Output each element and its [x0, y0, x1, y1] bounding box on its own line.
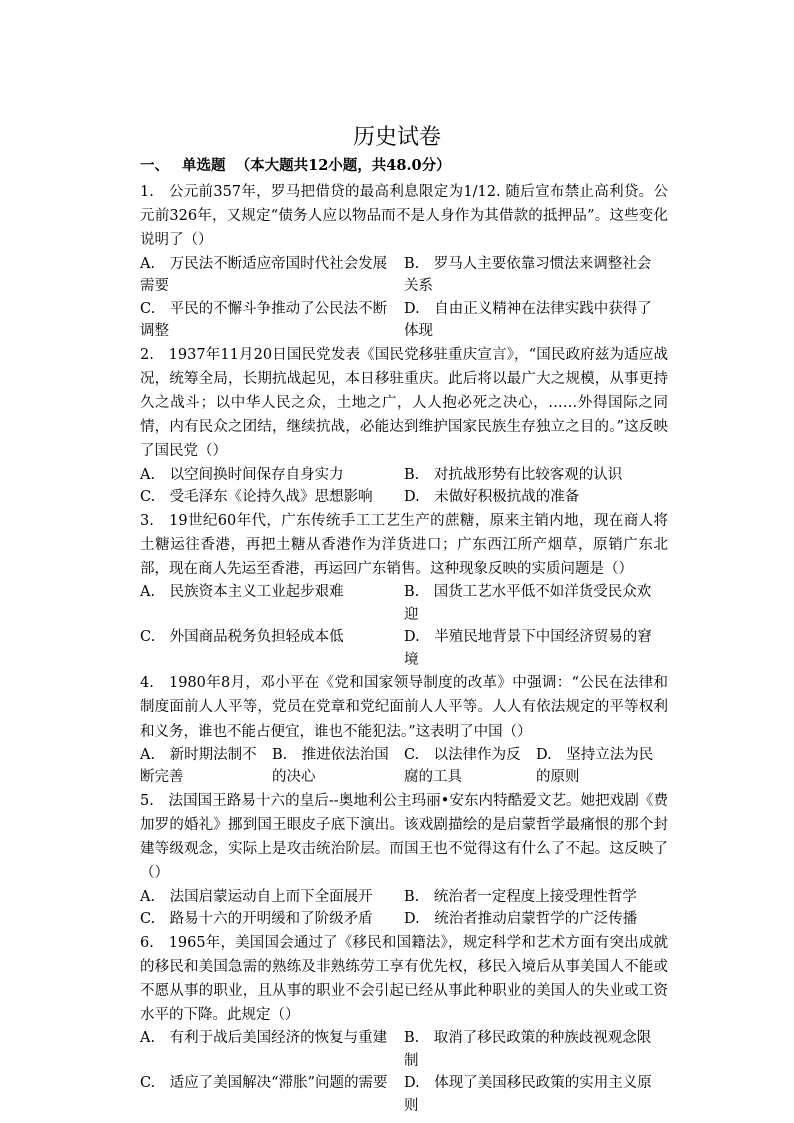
page-title: 历史试卷 [352, 125, 441, 150]
option-d[interactable]: D. 体现了美国移民政策的实用主义原则 [404, 1075, 652, 1114]
option-a[interactable]: A. 以空间换时间保存自身实力 [140, 466, 344, 483]
question-stem: 5. 法国国王路易十六的皇后--奥地利公主玛丽•安东内特酷爱文艺。她把戏剧《费加罗的婚礼》挪到国王眼皮子底下演出。该戏剧描绘的是启蒙哲学最痛恨的那个封建等级观念，实际上是攻击统治阶层。而国王也不觉得这有什么了不起。这反映了（） [140, 792, 668, 882]
question-1 [140, 180, 668, 343]
question-stem: 3. 19世纪60年代，广东传统手工工艺生产的蔗糖，原来主销内地，现在商人将土糖运往香港，再把土糖从香港作为洋货进口；广东西江所产烟草，原销广东北部，现在商人先运至香港，再运回广东销售。这种现象反映的实质问题是（） [140, 512, 668, 578]
option-row [140, 253, 668, 298]
section-heading [140, 156, 680, 176]
option-b[interactable]: B. 国货工艺水平低不如洋货受民众欢迎 [404, 584, 652, 623]
question-stem: 6. 1965年，美国国会通过了《移民和国籍法》，规定科学和艺术方面有突出成就的移民和美国急需的熟练及非熟练劳工享有优先权，移民入境后从事美国人不能或不愿从事的职业，且从事的职业不会引起已经从事此种职业的美国人的失业或工资水平的下降。此规定（） [140, 934, 668, 1024]
question-4 [140, 671, 668, 789]
section-number: 一、 [140, 157, 169, 174]
option-d[interactable]: D. 半殖民地背景下中国经济贸易的窘境 [404, 629, 652, 668]
option-c[interactable]: C. 适应了美国解决“滞胀”问题的需要 [140, 1075, 388, 1092]
option-c[interactable]: C. 路易十六的开明缓和了阶级矛盾 [140, 911, 373, 928]
option-row [140, 486, 668, 509]
option-b[interactable]: B. 对抗战形势有比较客观的认识 [404, 466, 623, 483]
option-a[interactable]: A. 法国启蒙运动自上而下全面展开 [140, 888, 373, 905]
option-row [140, 581, 668, 626]
option-row [140, 886, 668, 909]
option-row [140, 626, 668, 671]
question-6 [140, 931, 668, 1118]
question-stem: 4. 1980年8月，邓小平在《党和国家领导制度的改革》中强调：“公民在法律和制度面前人人平等，党员在党章和党纪面前人人平等。人人有依法规定的平等权利和义务，谁也不能占便宜，谁也不能犯法。”这表明了中国（） [140, 675, 668, 740]
question-2 [140, 343, 668, 509]
question-3 [140, 509, 668, 672]
option-d[interactable]: D. 自由正义精神在法律实践中获得了体现 [404, 300, 652, 340]
option-row [140, 464, 668, 487]
question-list [140, 180, 668, 1117]
option-b[interactable]: B. 推进依法治国的决心 [272, 746, 389, 786]
option-d[interactable]: D. 坚持立法为民的原则 [536, 746, 654, 786]
option-a[interactable]: A. 民族资本主义工业起步艰难 [140, 584, 344, 601]
question-5 [140, 789, 668, 931]
option-c[interactable]: C. 外国商品税务负担轻成本低 [140, 629, 344, 646]
question-stem: 1. 公元前357年，罗马把借贷的最高利息限定为1/12. 随后宣布禁止高利贷。公元前326年，又规定“债务人应以物品而不是人身作为其借款的抵押品”。这些变化说明了（） [140, 184, 668, 249]
option-row [140, 744, 668, 789]
option-d[interactable]: D. 未做好积极抗战的准备 [404, 489, 580, 506]
option-b[interactable]: B. 取消了移民政策的种族歧视观念限制 [404, 1030, 652, 1069]
option-b[interactable]: B. 统治者一定程度上接受理性哲学 [404, 888, 637, 905]
section-label: 单选题 [182, 157, 226, 174]
option-c[interactable]: C. 以法律作为反腐的工具 [404, 746, 521, 786]
option-row [140, 1072, 668, 1117]
option-row [140, 908, 668, 931]
option-c[interactable]: C. 受毛泽东《论持久战》思想影响 [140, 489, 373, 506]
option-row [140, 1027, 668, 1072]
option-d[interactable]: D. 统治者推动启蒙哲学的广泛传播 [404, 911, 638, 928]
section-note: （本大题共12小题，共48.0分） [235, 157, 451, 174]
option-row [140, 298, 668, 343]
option-c[interactable]: C. 平民的不懈斗争推动了公民法不断调整 [140, 300, 388, 340]
question-stem: 2. 1937年11月20日国民党发表《国民党移驻重庆宣言》，“国民政府兹为适应战况，统筹全局，长期抗战起见，本日移驻重庆。此后将以最广大之规模，从事更持久之战斗；以中华人民之众，土地之广，人人抱必死之决心，……外得国际之同情，内有民众之团结，继续抗战，必能达到维护国家民族生存独立之目的。”这反映了国民党（） [140, 346, 668, 460]
option-a[interactable]: A. 有利于战后美国经济的恢复与重建 [140, 1030, 388, 1047]
option-b[interactable]: B. 罗马人主要依靠习惯法来调整社会关系 [404, 255, 652, 295]
option-a[interactable]: A. 万民法不断适应帝国时代社会发展需要 [140, 255, 388, 295]
option-a[interactable]: A. 新时期法制不断完善 [140, 746, 257, 786]
